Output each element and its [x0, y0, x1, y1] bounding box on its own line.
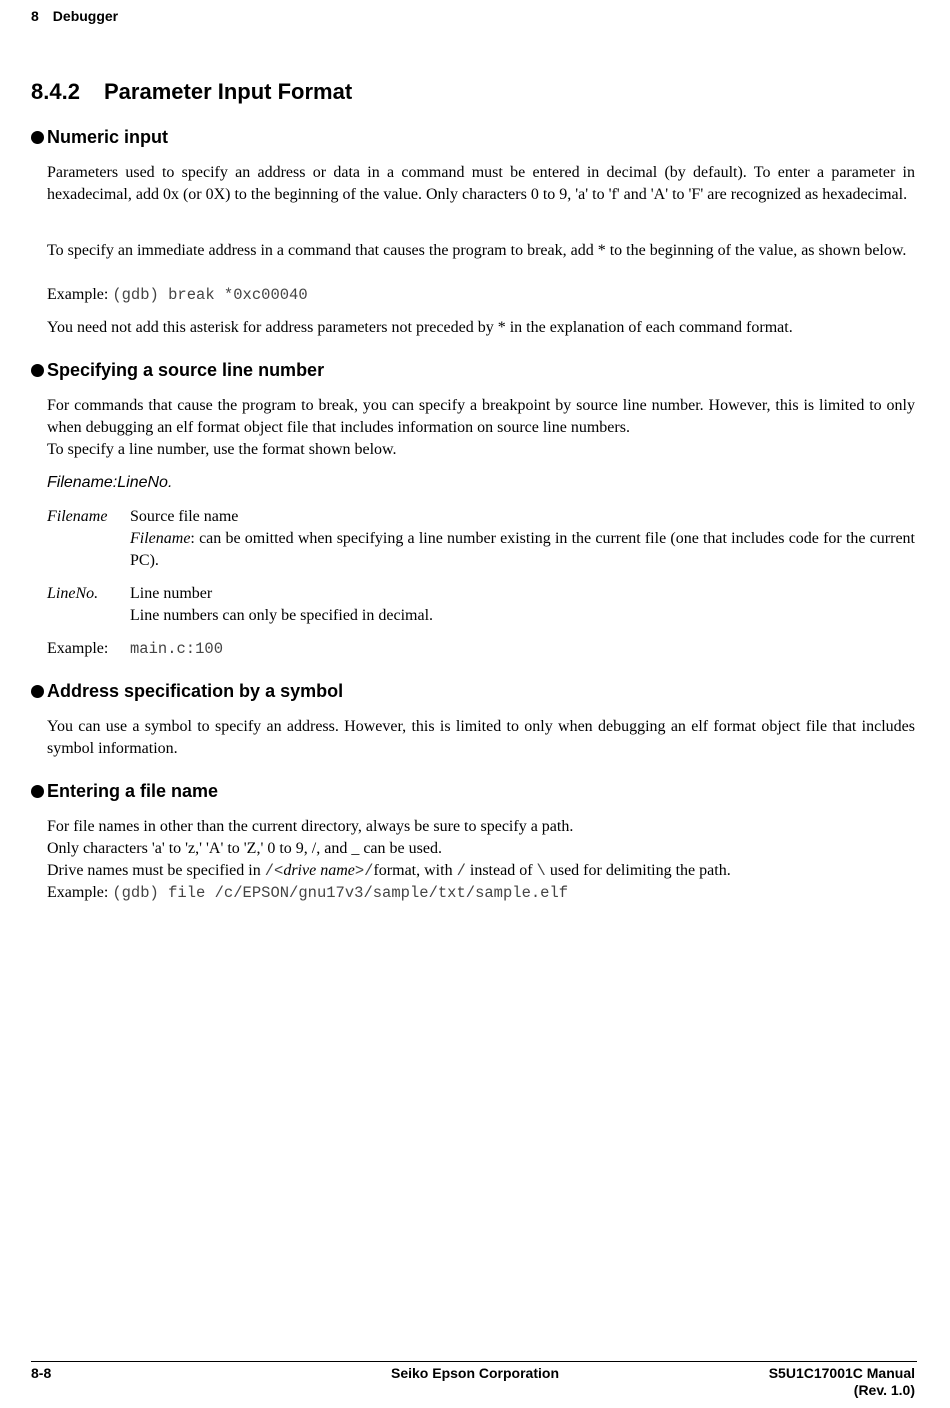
- footer-page-number: 8-8: [31, 1365, 52, 1381]
- text: instead of: [465, 862, 537, 879]
- section-heading: [31, 79, 352, 105]
- example-label: Example:: [47, 286, 109, 303]
- bullet-icon: [31, 364, 44, 377]
- italic-text: drive name: [283, 862, 355, 879]
- section-number: 8.4.2: [31, 79, 80, 104]
- subheading-file-name: [31, 781, 218, 802]
- definition-line: Source file name: [130, 508, 239, 525]
- definition-body: [130, 506, 915, 572]
- subheading-symbol: [31, 681, 343, 702]
- paragraph: You need not add this asterisk for address parameters not preceded by * in the explanation of each command format.: [47, 319, 793, 336]
- subheading-text: Specifying a source line number: [47, 360, 325, 380]
- running-header: [31, 8, 118, 24]
- bullet-icon: [31, 131, 44, 144]
- paragraph-line: Only characters 'a' to 'z,' 'A' to 'Z,' 0 to 9, /, and _ can be used.: [47, 840, 442, 857]
- code: /<: [264, 862, 284, 880]
- example-code: (gdb) file /c/EPSON/gnu17v3/sample/txt/sample.elf: [112, 884, 569, 902]
- footer-company: Seiko Epson Corporation: [390, 1365, 559, 1381]
- code: \: [536, 862, 546, 880]
- text: format, with: [373, 862, 457, 879]
- definition-italic: Filename: [130, 530, 191, 547]
- bullet-icon: [31, 785, 44, 798]
- subheading-text: Entering a file name: [47, 781, 219, 801]
- definition-text: : can be omitted when specifying a line number existing in the current file (one that includes code for the current PC).: [130, 530, 915, 569]
- subheading-text: Numeric input: [47, 127, 169, 147]
- text: used for delimiting the path.: [545, 862, 731, 879]
- footer-manual-title: S5U1C17001C Manual: [768, 1365, 915, 1381]
- paragraph: To specify an immediate address in a command that causes the program to break, add * to the beginning of the value, as shown below.: [47, 242, 907, 259]
- text: Drive names must be specified in: [47, 862, 265, 879]
- definition-term: LineNo.: [47, 585, 99, 602]
- definition-body: [130, 583, 915, 627]
- paragraph: You can use a symbol to specify an address. However, this is limited to only when debugging an elf format object file that includes symbol information.: [47, 718, 915, 757]
- definition-term: Filename: [47, 508, 108, 525]
- chapter-title: Debugger: [52, 8, 119, 24]
- definition-line: [130, 528, 915, 572]
- code: /: [456, 862, 466, 880]
- example-code: (gdb) break *0xc00040: [112, 286, 308, 304]
- paragraph: For commands that cause the program to break, you can specify a breakpoint by source line number. However, this is limited to only when debugging an elf format object file that includes information on source line numbers.: [47, 397, 915, 436]
- definition-line: Line numbers can only be specified in decimal.: [130, 607, 434, 624]
- example-line: [47, 882, 568, 904]
- example-code: main.c:100: [130, 640, 224, 658]
- definition-line: Line number: [130, 585, 213, 602]
- footer-revision: (Rev. 1.0): [853, 1382, 915, 1398]
- code: >/: [354, 862, 374, 880]
- bullet-icon: [31, 685, 44, 698]
- footer-rule: [31, 1361, 917, 1362]
- example-line: [47, 638, 223, 660]
- footer-manual: [769, 1365, 915, 1399]
- section-title: Parameter Input Format: [104, 79, 353, 104]
- paragraph: Parameters used to specify an address or data in a command must be entered in decimal (by default). To enter a parameter in hexadecimal, add 0x (or 0X) to the beginning of the value. Only characters 0 to 9, 'a' to 'f' and 'A' to 'F' are recognized as hexadecimal.: [47, 164, 915, 203]
- example-line: [47, 284, 308, 306]
- chapter-number: 8: [31, 8, 39, 24]
- subheading-text: Address specification by a symbol: [47, 681, 344, 701]
- example-label: Example:: [47, 884, 109, 901]
- format-spec: Filename:LineNo.: [47, 474, 173, 491]
- paragraph-line: [47, 860, 731, 882]
- subheading-source-line: [31, 360, 324, 381]
- paragraph-line: For file names in other than the current directory, always be sure to specify a path.: [47, 818, 574, 835]
- example-label: Example:: [47, 640, 109, 657]
- subheading-numeric-input: [31, 127, 168, 148]
- paragraph: To specify a line number, use the format shown below.: [47, 441, 397, 458]
